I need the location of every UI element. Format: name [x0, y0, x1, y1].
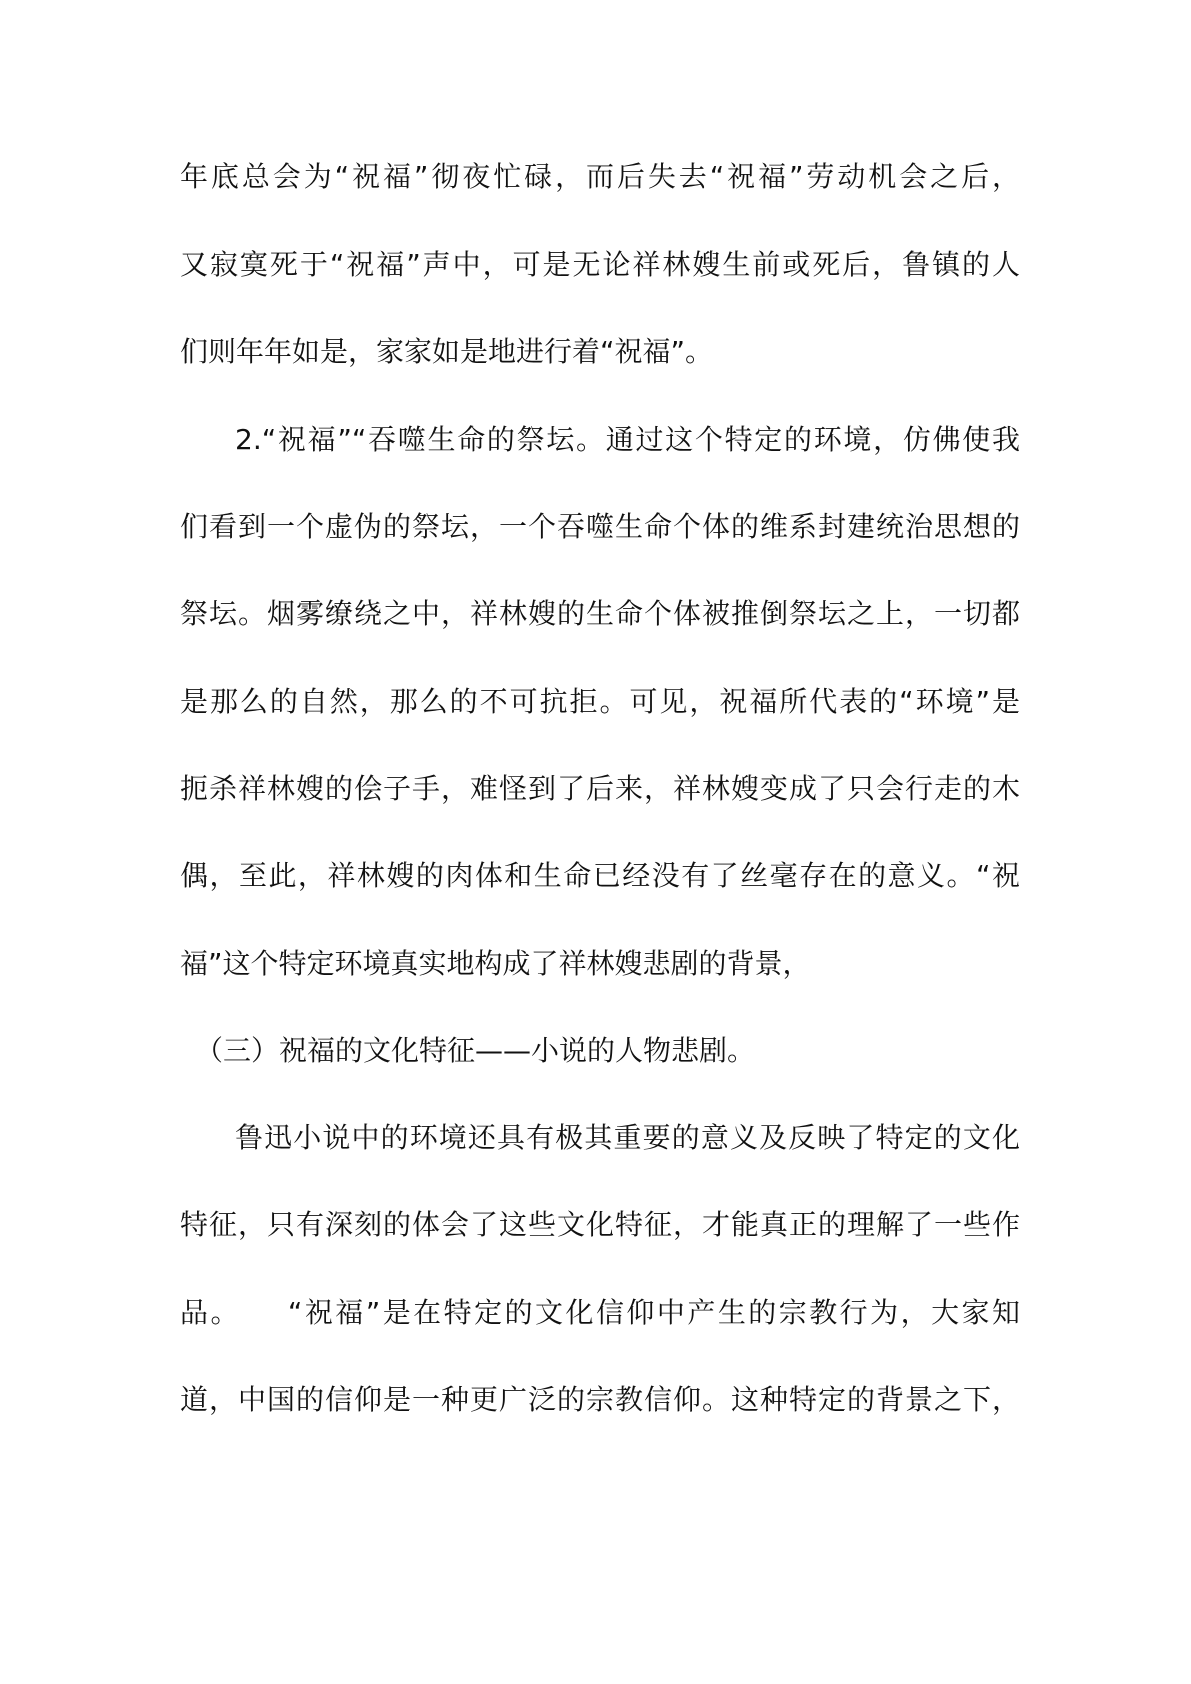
text-line: 2.“祝福”“吞噬生命的祭坛。通过这个特定的环境，仿佛使我 — [235, 423, 1020, 456]
text-line: 又寂寞死于“祝福”声中，可是无论祥林嫂生前或死后，鲁镇的人 — [180, 248, 1020, 281]
text-line: 道，中国的信仰是一种更广泛的宗教信仰。这种特定的背景之下， — [180, 1383, 1020, 1416]
section-heading: （三）祝福的文化特征——小说的人物悲剧。 — [195, 1034, 756, 1067]
text-line: 们则年年如是，家家如是地进行着“祝福”。 — [180, 335, 714, 368]
text-line: 扼杀祥林嫂的侩子手，难怪到了后来，祥林嫂变成了只会行走的木 — [180, 772, 1020, 805]
text-line: 品。 “祝福”是在特定的文化信仰中产生的宗教行为，大家知 — [180, 1296, 1020, 1329]
text-line: 偶，至此，祥林嫂的肉体和生命已经没有了丝毫存在的意义。“祝 — [180, 859, 1020, 892]
text-line: 福”这个特定环境真实地构成了祥林嫂悲剧的背景， — [180, 947, 811, 980]
text-line: 祭坛。烟雾缭绕之中，祥林嫂的生命个体被推倒祭坛之上，一切都 — [180, 597, 1020, 630]
text-line: 们看到一个虚伪的祭坛，一个吞噬生命个体的维系封建统治思想的 — [180, 510, 1020, 543]
text-line: 鲁迅小说中的环境还具有极其重要的意义及反映了特定的文化 — [235, 1121, 1020, 1154]
text-line: 特征，只有深刻的体会了这些文化特征，才能真正的理解了一些作 — [180, 1208, 1020, 1241]
text-line: 是那么的自然，那么的不可抗拒。可见，祝福所代表的“环境”是 — [180, 685, 1020, 718]
text-line: 年底总会为“祝福”彻夜忙碌，而后失去“祝福”劳动机会之后， — [180, 160, 1020, 193]
